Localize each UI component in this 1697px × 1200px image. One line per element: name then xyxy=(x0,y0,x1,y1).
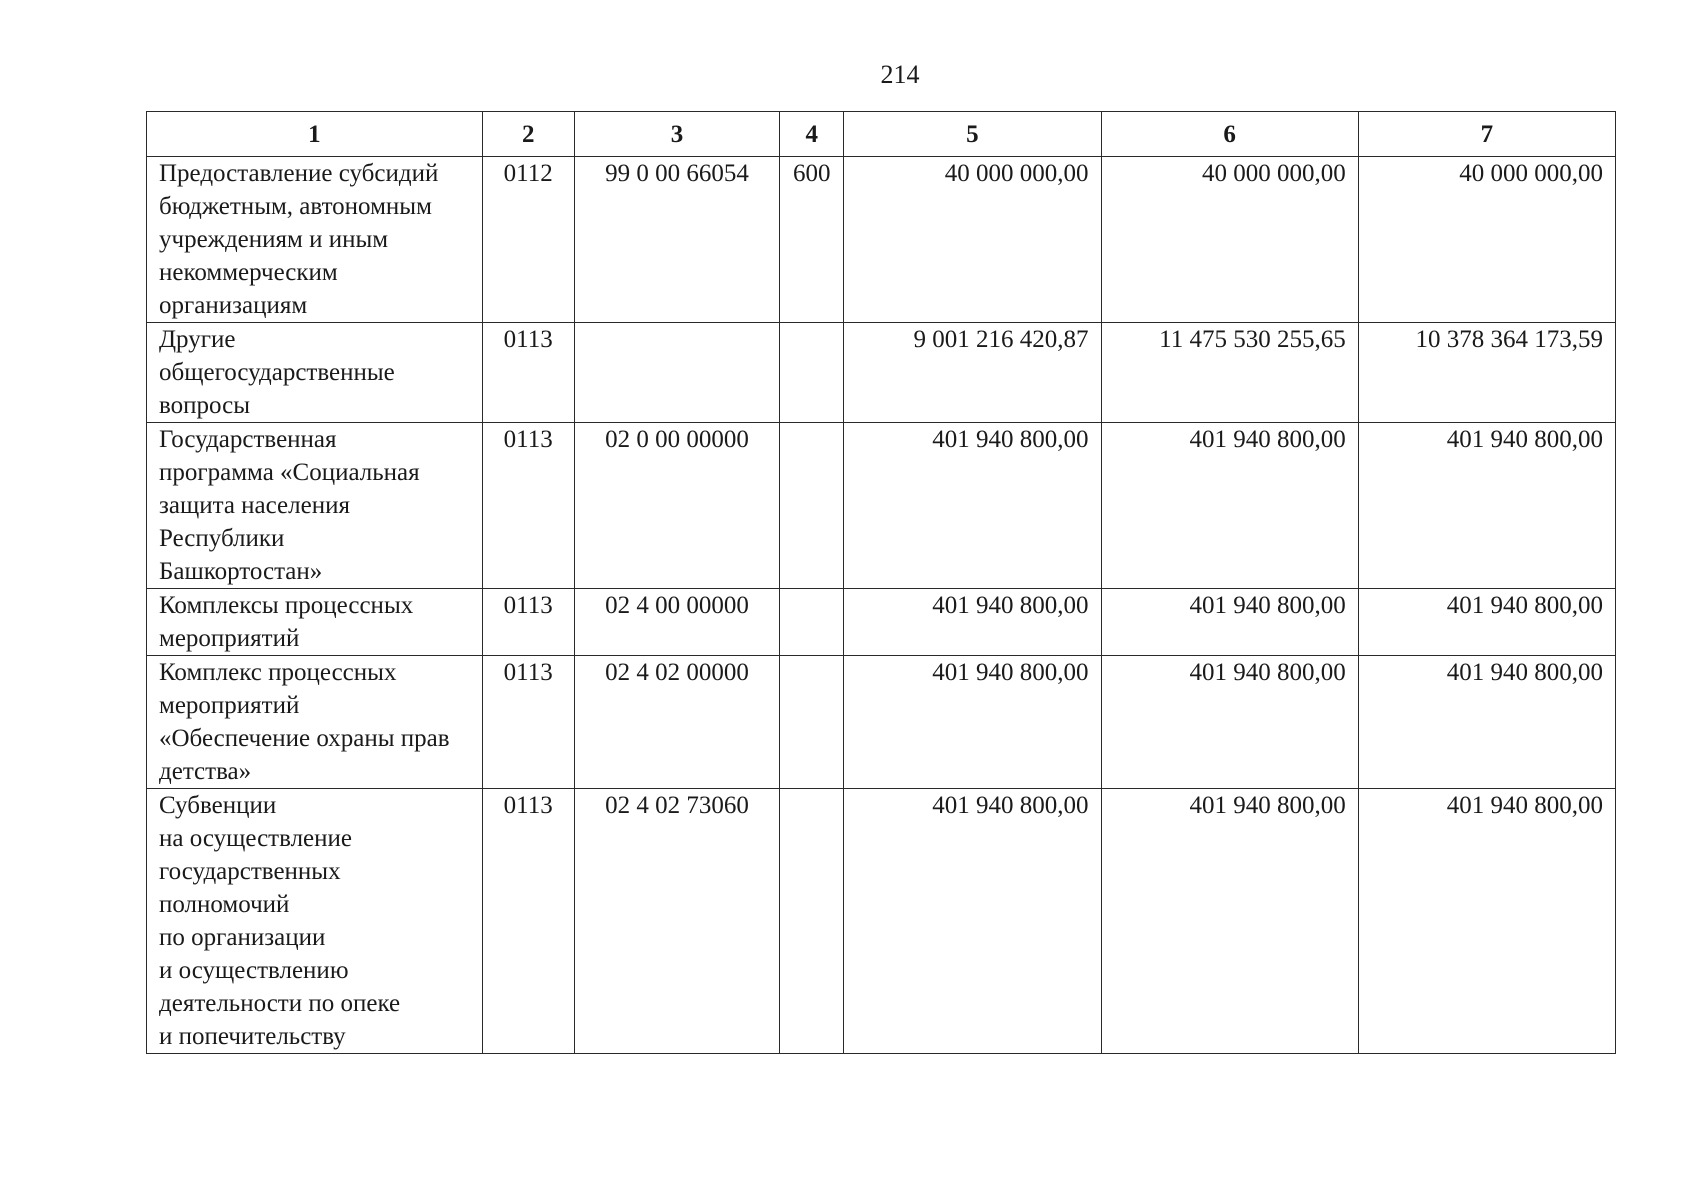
section-code: 0113 xyxy=(482,589,574,656)
amount-col-6: 401 940 800,00 xyxy=(1101,589,1358,656)
table-row xyxy=(147,789,1616,1054)
target-code: 02 4 00 00000 xyxy=(574,589,780,656)
amount-col-5: 401 940 800,00 xyxy=(844,656,1101,789)
column-header-3: 3 xyxy=(574,112,780,157)
column-header-6: 6 xyxy=(1101,112,1358,157)
amount-col-5: 401 940 800,00 xyxy=(844,589,1101,656)
amount-col-6: 401 940 800,00 xyxy=(1101,789,1358,1054)
target-code: 02 4 02 00000 xyxy=(574,656,780,789)
amount-col-5: 401 940 800,00 xyxy=(844,789,1101,1054)
row-name: Государственная программа «Социальная защита населения Республики Башкортостан» xyxy=(147,423,483,589)
column-header-1: 1 xyxy=(147,112,483,157)
section-code: 0113 xyxy=(482,656,574,789)
amount-col-6: 401 940 800,00 xyxy=(1101,423,1358,589)
section-code: 0112 xyxy=(482,157,574,323)
row-name: Субвенции на осуществление государственных полномочий по организации и осуществлению деятельности по опеке и попечительству xyxy=(147,789,483,1054)
amount-col-7: 401 940 800,00 xyxy=(1358,656,1615,789)
target-code: 02 0 00 00000 xyxy=(574,423,780,589)
amount-col-6: 401 940 800,00 xyxy=(1101,656,1358,789)
table-row xyxy=(147,589,1616,656)
section-code: 0113 xyxy=(482,789,574,1054)
amount-col-5: 40 000 000,00 xyxy=(844,157,1101,323)
table-row xyxy=(147,423,1616,589)
amount-col-7: 40 000 000,00 xyxy=(1358,157,1615,323)
column-header-5: 5 xyxy=(844,112,1101,157)
target-code: 02 4 02 73060 xyxy=(574,789,780,1054)
amount-col-7: 401 940 800,00 xyxy=(1358,589,1615,656)
section-code: 0113 xyxy=(482,423,574,589)
amount-col-7: 401 940 800,00 xyxy=(1358,423,1615,589)
amount-col-6: 11 475 530 255,65 xyxy=(1101,323,1358,423)
table-row xyxy=(147,323,1616,423)
amount-col-6: 40 000 000,00 xyxy=(1101,157,1358,323)
row-name: Комплексы процессных мероприятий xyxy=(147,589,483,656)
target-code: 99 0 00 66054 xyxy=(574,157,780,323)
expense-type-code xyxy=(780,423,844,589)
row-name: Другие общегосударственные вопросы xyxy=(147,323,483,423)
column-header-4: 4 xyxy=(780,112,844,157)
table-row xyxy=(147,157,1616,323)
row-name: Предоставление субсидий бюджетным, автономным учреждениям и иным некоммерческим организациям xyxy=(147,157,483,323)
table-header-row xyxy=(147,112,1616,157)
amount-col-7: 401 940 800,00 xyxy=(1358,789,1615,1054)
table-row xyxy=(147,656,1616,789)
expense-type-code xyxy=(780,323,844,423)
column-header-7: 7 xyxy=(1358,112,1615,157)
expense-type-code: 600 xyxy=(780,157,844,323)
expense-type-code xyxy=(780,656,844,789)
amount-col-5: 9 001 216 420,87 xyxy=(844,323,1101,423)
expense-type-code xyxy=(780,589,844,656)
budget-table xyxy=(146,111,1616,1054)
expense-type-code xyxy=(780,789,844,1054)
column-header-2: 2 xyxy=(482,112,574,157)
amount-col-5: 401 940 800,00 xyxy=(844,423,1101,589)
target-code xyxy=(574,323,780,423)
row-name: Комплекс процессных мероприятий «Обеспечение охраны прав детства» xyxy=(147,656,483,789)
amount-col-7: 10 378 364 173,59 xyxy=(1358,323,1615,423)
page-number: 214 xyxy=(880,60,920,89)
section-code: 0113 xyxy=(482,323,574,423)
